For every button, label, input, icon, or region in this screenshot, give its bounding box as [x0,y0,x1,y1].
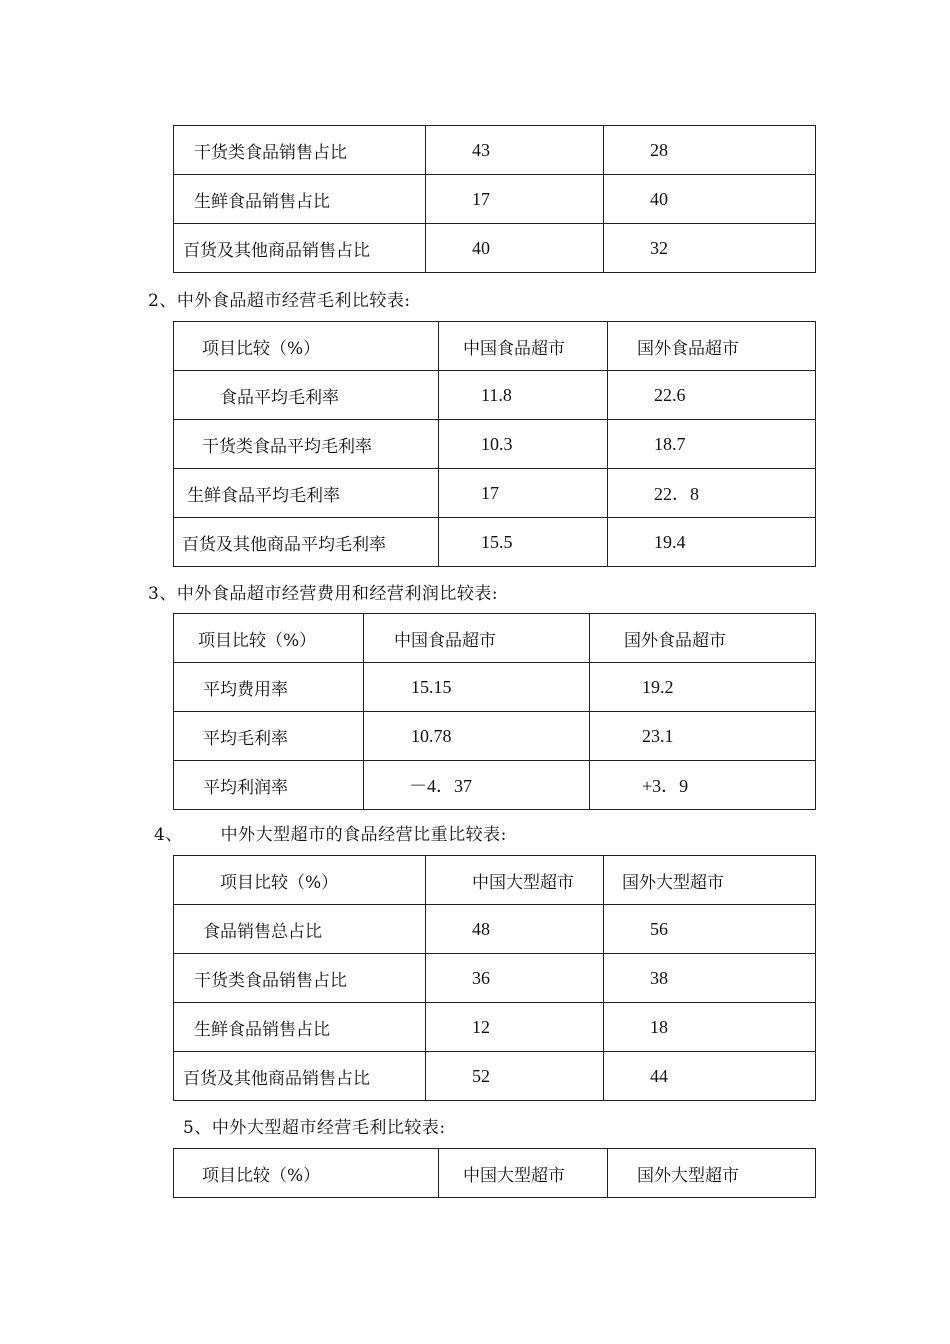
china-value: 17 [426,175,604,224]
section-4-title: 中外大型超市的食品经营比重比较表: [220,825,507,845]
header-china: 中国食品超市 [364,614,590,663]
header-china: 中国食品超市 [439,322,608,371]
china-value: 48 [426,905,604,954]
foreign-value: 18 [604,1003,816,1052]
header-foreign: 国外食品超市 [590,614,816,663]
table-header-row [174,322,816,371]
china-value: 52 [426,1052,604,1101]
section-2-caption: 2、中外食品超市经营毛利比较表: [148,291,411,311]
header-china: 中国大型超市 [439,1149,608,1198]
section-5-caption: 5、中外大型超市经营毛利比较表: [183,1118,446,1138]
foreign-value: 18.7 [608,420,816,469]
row-label: 干货类食品销售占比 [174,954,426,1003]
foreign-value: 19.4 [608,518,816,567]
table-row [174,518,816,567]
table-row [174,224,816,273]
header-item: 项目比较（%） [174,614,364,663]
table-food-supermarket-cost-profit [173,613,816,810]
china-value: 15.15 [364,663,590,712]
foreign-value: 22.6 [608,371,816,420]
section-3-caption: 3、中外食品超市经营费用和经营利润比较表: [148,584,499,604]
section-4-caption [154,820,507,845]
table-row [174,954,816,1003]
foreign-value: 32 [604,224,816,273]
table-row [174,712,816,761]
table-row [174,1052,816,1101]
table-row [174,371,816,420]
table-row [174,420,816,469]
foreign-value: 23.1 [590,712,816,761]
china-value: 17 [439,469,608,518]
table-hypermarket-food-share [173,855,816,1101]
row-label: 平均毛利率 [174,712,364,761]
row-label: 百货及其他商品平均毛利率 [174,518,439,567]
foreign-value: 44 [604,1052,816,1101]
china-value: －4．37 [364,761,590,810]
china-value: 10.3 [439,420,608,469]
header-item: 项目比较（%） [174,322,439,371]
row-label: 百货及其他商品销售占比 [174,1052,426,1101]
china-value: 11.8 [439,371,608,420]
foreign-value: 28 [604,126,816,175]
row-label: 生鲜食品平均毛利率 [174,469,439,518]
foreign-value: 40 [604,175,816,224]
row-label: 干货类食品平均毛利率 [174,420,439,469]
table-row [174,663,816,712]
header-item: 项目比较（%） [174,856,426,905]
row-label: 平均费用率 [174,663,364,712]
row-label: 生鲜食品销售占比 [174,175,426,224]
header-foreign: 国外大型超市 [604,856,816,905]
table-hypermarket-gross-margin [173,1148,816,1198]
header-foreign: 国外大型超市 [608,1149,816,1198]
table-header-row [174,614,816,663]
china-value: 40 [426,224,604,273]
header-china: 中国大型超市 [426,856,604,905]
foreign-value: +3．9 [590,761,816,810]
china-value: 43 [426,126,604,175]
row-label: 食品销售总占比 [174,905,426,954]
row-label: 食品平均毛利率 [174,371,439,420]
row-label: 平均利润率 [174,761,364,810]
table-row [174,761,816,810]
table-header-row [174,856,816,905]
table-header-row [174,1149,816,1198]
row-label: 干货类食品销售占比 [174,126,426,175]
table-food-sales-share-continued [173,125,816,273]
table-row [174,469,816,518]
table-food-supermarket-gross-margin [173,321,816,567]
china-value: 12 [426,1003,604,1052]
china-value: 10.78 [364,712,590,761]
table-row [174,1003,816,1052]
foreign-value: 56 [604,905,816,954]
table-row [174,905,816,954]
foreign-value: 22．8 [608,469,816,518]
table-row [174,126,816,175]
header-foreign: 国外食品超市 [608,322,816,371]
foreign-value: 19.2 [590,663,816,712]
section-4-number: 4、 [154,825,183,845]
row-label: 生鲜食品销售占比 [174,1003,426,1052]
header-item: 项目比较（%） [174,1149,439,1198]
table-row [174,175,816,224]
china-value: 36 [426,954,604,1003]
row-label: 百货及其他商品销售占比 [174,224,426,273]
china-value: 15.5 [439,518,608,567]
foreign-value: 38 [604,954,816,1003]
